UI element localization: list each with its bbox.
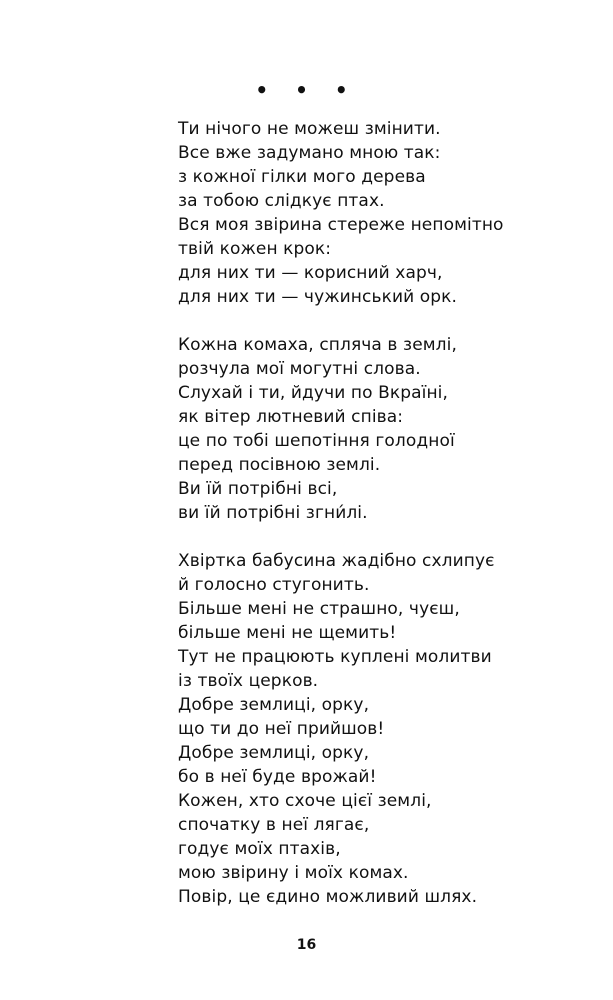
poem-line: що ти до неї прийшов! — [178, 719, 385, 739]
poem-line: перед посівною землі. — [178, 455, 381, 475]
poem — [178, 117, 598, 933]
poem-line: Тут не працюють куплені молитви — [178, 647, 492, 667]
poem-line: Вся моя звірина стереже непомітно — [178, 215, 504, 235]
poem-line: Кожен, хто схоче цієї землі, — [178, 791, 432, 811]
page-number: 16 — [296, 937, 317, 953]
poem-line: Добре землиці, орку, — [178, 695, 370, 715]
poem-line: Хвіртка бабусина жадібно схлипує — [178, 551, 495, 571]
poem-line: з кожної гілки мого дерева — [178, 167, 426, 187]
stanza-1 — [178, 117, 598, 309]
poem-line: як вітер лютневий співа: — [178, 407, 404, 427]
poem-line: Ви їй потрібні всі, — [178, 479, 338, 499]
poem-line: й голосно стугонить. — [178, 575, 370, 595]
poem-line: більше мені не щемить! — [178, 623, 397, 643]
poem-line: із твоїх церков. — [178, 671, 319, 691]
poem-line: годує моїх птахів, — [178, 839, 341, 859]
poem-line: Добре землиці, орку, — [178, 743, 370, 763]
poem-line: бо в неї буде врожай! — [178, 767, 377, 787]
poem-line: спочатку в неї лягає, — [178, 815, 370, 835]
poem-line: для них ти — чужинський орк. — [178, 287, 458, 307]
poem-line: Все вже задумано мною так: — [178, 143, 441, 163]
poem-line: розчула мої могутні слова. — [178, 359, 421, 379]
section-ornament: • • • — [255, 78, 358, 102]
poem-line: за тобою слідкує птах. — [178, 191, 385, 211]
poem-line: твій кожен крок: — [178, 239, 332, 259]
poem-line: мою звірину і моїх комах. — [178, 863, 409, 883]
poem-line: ви їй потрібні згни́лі. — [178, 503, 368, 523]
poem-line: Більше мені не страшно, чуєш, — [178, 599, 460, 619]
poem-line: Ти нічого не можеш змінити. — [178, 119, 441, 139]
poem-line: це по тобі шепотіння голодної — [178, 431, 455, 451]
poem-line: Слухай і ти, йдучи по Вкраїні, — [178, 383, 448, 403]
poem-line: для них ти — корисний харч, — [178, 263, 443, 283]
poem-line: Повір, це єдино можливий шлях. — [178, 887, 478, 907]
stanza-2 — [178, 333, 598, 525]
stanza-3 — [178, 549, 598, 909]
poem-line: Кожна комаха, спляча в землі, — [178, 335, 457, 355]
